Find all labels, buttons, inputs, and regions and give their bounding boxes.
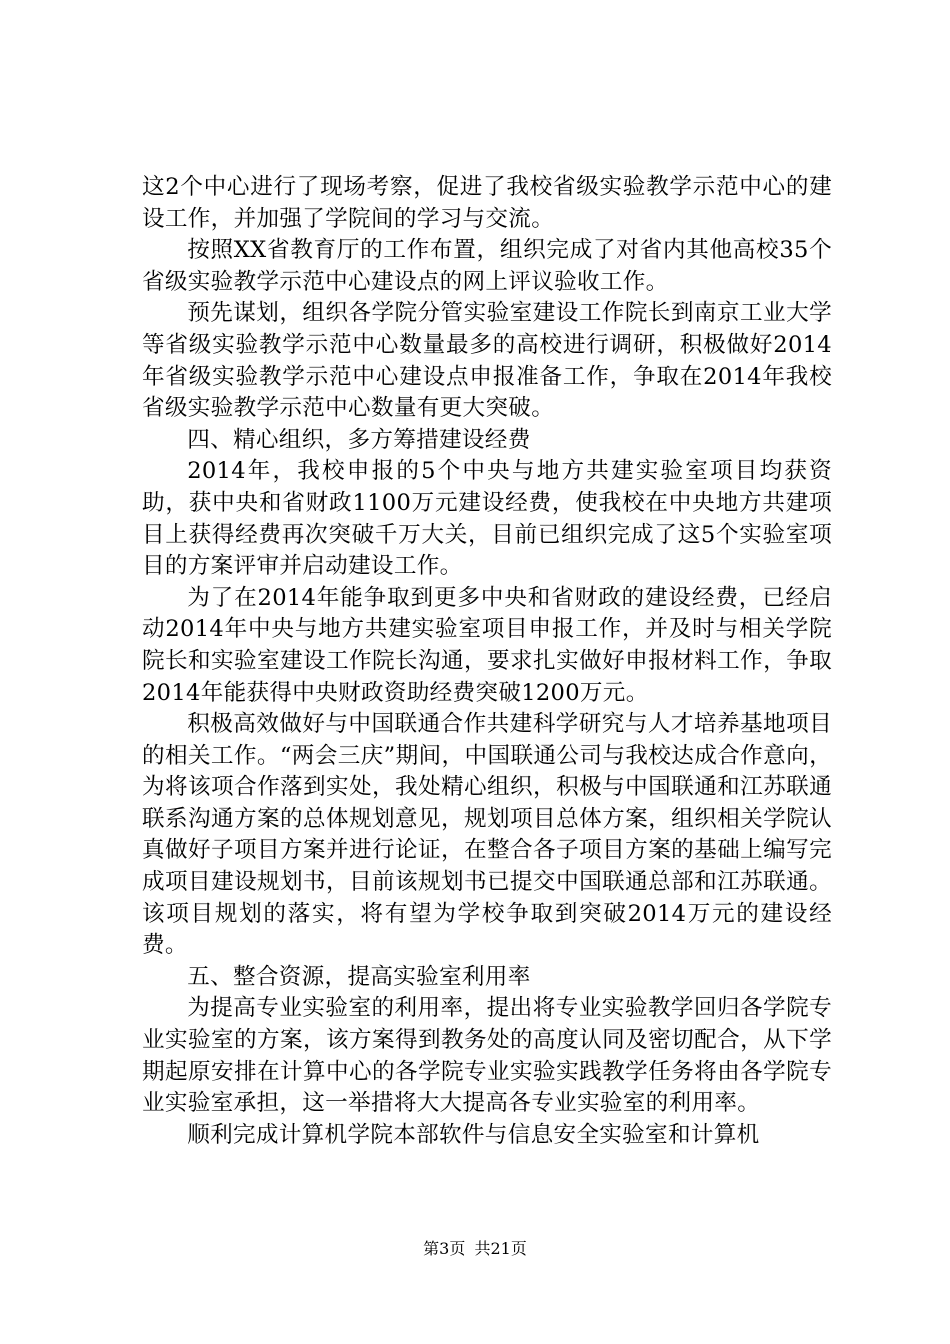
- section-heading: 五、整合资源，提高实验室利用率: [187, 963, 531, 990]
- paragraph: 按照XX省教育厅的工作布置，组织完成了对省内其他高校35个省级实验教学示范中心建设点的网上评议验收工作。: [142, 237, 832, 295]
- paragraph: 为提高专业实验室的利用率，提出将专业实验教学回归各学院专业实验室的方案，该方案得到教务处的高度认同及密切配合，从下学期起原安排在计算中心的各学院专业实验实践教学任务将由各学院专业实验室承担，这一举措将大大提高各专业实验室的利用率。: [142, 995, 832, 1117]
- document-body: [142, 172, 832, 1151]
- page-number: 第3页: [423, 1239, 466, 1258]
- paragraph: 顺利完成计算机学院本部软件与信息安全实验室和计算机: [187, 1121, 760, 1148]
- paragraph: 预先谋划，组织各学院分管实验室建设工作院长到南京工业大学等省级实验教学示范中心数量最多的高校进行调研，积极做好2014年省级实验教学示范中心建设点申报准备工作，争取在2014年我校省级实验教学示范中心数量有更大突破。: [142, 300, 832, 422]
- paragraph: 为了在2014年能争取到更多中央和省财政的建设经费，已经启动2014年中央与地方共建实验室项目申报工作，并及时与相关学院院长和实验室建设工作院长沟通，要求扎实做好申报材料工作，争取2014年能获得中央财政资助经费突破1200万元。: [142, 584, 832, 706]
- paragraph: 2014年，我校申报的5个中央与地方共建实验室项目均获资助，获中央和省财政1100万元建设经费，使我校在中央地方共建项目上获得经费再次突破千万大关，目前已组织完成了这5个实验室项目的方案评审并启动建设工作。: [142, 458, 832, 580]
- page-total: 共21页: [474, 1239, 527, 1258]
- paragraph: 这2个中心进行了现场考察，促进了我校省级实验教学示范中心的建设工作，并加强了学院间的学习与交流。: [142, 174, 832, 232]
- page-footer: [0, 1239, 950, 1259]
- paragraph: 积极高效做好与中国联通合作共建科学研究与人才培养基地项目的相关工作。“两会三庆”期间，中国联通公司与我校达成合作意向，为将该项合作落到实处，我处精心组织，积极与中国联通和江苏联通联系沟通方案的总体规划意见，规划项目总体方案，组织相关学院认真做好子项目方案并进行论证，在整合各子项目方案的基础上编写完成项目建设规划书，目前该规划书已提交中国联通总部和江苏联通。该项目规划的落实，将有望为学校争取到突破2014万元的建设经费。: [142, 711, 832, 959]
- section-heading: 四、精心组织，多方筹措建设经费: [187, 426, 531, 453]
